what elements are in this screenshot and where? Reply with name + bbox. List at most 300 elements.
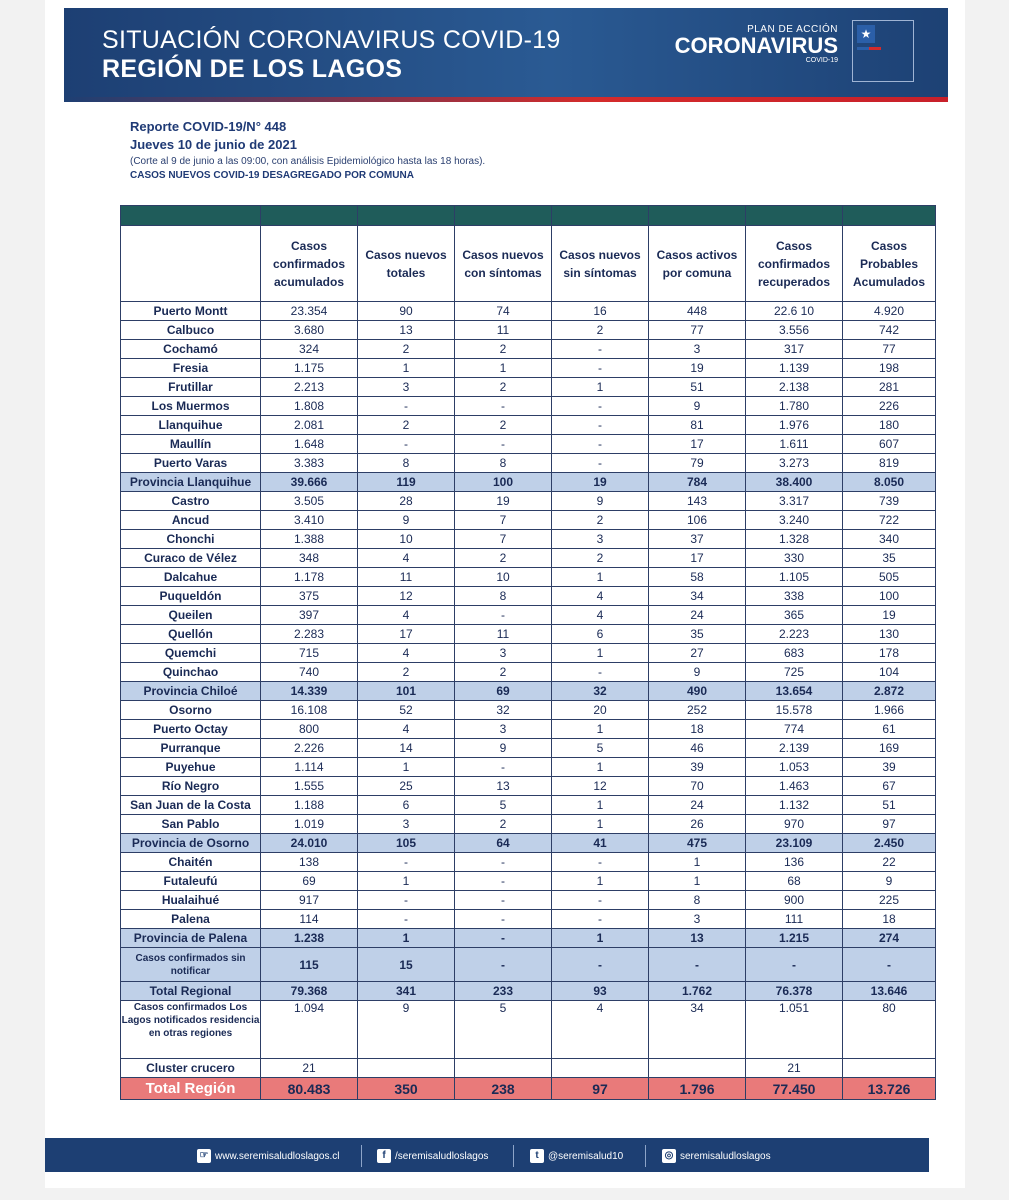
row-label: Quellón xyxy=(121,625,261,644)
table-cell: 16 xyxy=(552,302,649,321)
table-cell: 7 xyxy=(455,511,552,530)
table-row xyxy=(121,701,936,720)
table-row xyxy=(121,568,936,587)
footer-web[interactable] xyxy=(197,1149,340,1163)
table-row xyxy=(121,815,936,834)
table-cell: 39 xyxy=(649,758,746,777)
table-cell: 4 xyxy=(552,606,649,625)
table-cell xyxy=(552,1059,649,1078)
table-cell: 1.178 xyxy=(261,568,358,587)
report-header xyxy=(130,118,485,183)
top-bar-cell xyxy=(358,206,455,226)
table-cell: 93 xyxy=(552,982,649,1001)
table-row xyxy=(121,910,936,929)
table-cell: 24.010 xyxy=(261,834,358,853)
table-cell: 1.019 xyxy=(261,815,358,834)
table-cell: - xyxy=(552,948,649,982)
table-row xyxy=(121,1078,936,1100)
table-cell: 11 xyxy=(455,321,552,340)
table-cell: - xyxy=(358,891,455,910)
table-cell: 317 xyxy=(746,340,843,359)
table-cell: 2.283 xyxy=(261,625,358,644)
row-label: Provincia de Palena xyxy=(121,929,261,948)
table-cell: 338 xyxy=(746,587,843,606)
table-row xyxy=(121,777,936,796)
top-bar-cell xyxy=(843,206,936,226)
table-cell: 51 xyxy=(843,796,936,815)
table-cell: 3.383 xyxy=(261,454,358,473)
table-cell: 252 xyxy=(649,701,746,720)
table-cell: 81 xyxy=(649,416,746,435)
row-label: Llanquihue xyxy=(121,416,261,435)
table-row xyxy=(121,872,936,891)
table-cell: 143 xyxy=(649,492,746,511)
table-cell: 4 xyxy=(358,549,455,568)
table-cell: 2.138 xyxy=(746,378,843,397)
table-row xyxy=(121,796,936,815)
table-cell: 1 xyxy=(552,758,649,777)
table-cell: 105 xyxy=(358,834,455,853)
table-cell: 715 xyxy=(261,644,358,663)
row-label: Cochamó xyxy=(121,340,261,359)
table-cell: 13.654 xyxy=(746,682,843,701)
table-cell: 21 xyxy=(746,1059,843,1078)
table-cell: 46 xyxy=(649,739,746,758)
table-cell: 2 xyxy=(358,416,455,435)
table-cell: 9 xyxy=(358,511,455,530)
table-cell: 2 xyxy=(455,416,552,435)
twitter-icon: t xyxy=(530,1149,544,1163)
table-cell: 1.114 xyxy=(261,758,358,777)
top-bar-cell xyxy=(649,206,746,226)
row-label: Cluster crucero xyxy=(121,1059,261,1078)
table-cell: 1 xyxy=(552,872,649,891)
table-cell: 607 xyxy=(843,435,936,454)
table-cell: 1 xyxy=(649,872,746,891)
table-cell: 12 xyxy=(552,777,649,796)
row-label: Casos confirmados Los Lagos notificados residencia en otras regiones xyxy=(121,1001,261,1059)
table-cell: 14 xyxy=(358,739,455,758)
table-cell: 97 xyxy=(843,815,936,834)
table-cell: 58 xyxy=(649,568,746,587)
table-cell xyxy=(455,1059,552,1078)
table-cell: 1 xyxy=(552,378,649,397)
footer-bar xyxy=(45,1138,929,1172)
table-cell: 800 xyxy=(261,720,358,739)
table-cell: 61 xyxy=(843,720,936,739)
table-cell: 1.175 xyxy=(261,359,358,378)
table-row xyxy=(121,663,936,682)
table-cell: 1.555 xyxy=(261,777,358,796)
table-cell: 77 xyxy=(649,321,746,340)
table-cell: 683 xyxy=(746,644,843,663)
table-cell: 5 xyxy=(552,739,649,758)
table-cell: 4 xyxy=(358,644,455,663)
row-label: Chaitén xyxy=(121,853,261,872)
star-icon: ★ xyxy=(857,25,875,43)
table-cell: 34 xyxy=(649,587,746,606)
table-cell: 17 xyxy=(358,625,455,644)
table-cell: 324 xyxy=(261,340,358,359)
coronavirus-brand xyxy=(674,24,838,64)
table-top-bar xyxy=(121,206,936,226)
row-label: Calbuco xyxy=(121,321,261,340)
facebook-icon: f xyxy=(377,1149,391,1163)
table-cell: 1.238 xyxy=(261,929,358,948)
table-cell: 3 xyxy=(552,530,649,549)
footer-twitter[interactable] xyxy=(530,1149,623,1163)
table-cell: 1.132 xyxy=(746,796,843,815)
table-row xyxy=(121,492,936,511)
table-cell: 21 xyxy=(261,1059,358,1078)
banner-stripe xyxy=(64,97,948,102)
table-cell: 1.215 xyxy=(746,929,843,948)
table-cell: - xyxy=(358,435,455,454)
table-cell: 35 xyxy=(649,625,746,644)
government-logo xyxy=(852,20,914,82)
table-cell: 725 xyxy=(746,663,843,682)
table-row xyxy=(121,321,936,340)
table-cell: 13.646 xyxy=(843,982,936,1001)
table-row xyxy=(121,853,936,872)
table-cell: - xyxy=(455,853,552,872)
table-cell: 1.966 xyxy=(843,701,936,720)
table-cell: 1.611 xyxy=(746,435,843,454)
row-label: Futaleufú xyxy=(121,872,261,891)
table-cell: 742 xyxy=(843,321,936,340)
table-cell: 1.328 xyxy=(746,530,843,549)
table-row xyxy=(121,891,936,910)
row-label: San Pablo xyxy=(121,815,261,834)
header-corner xyxy=(121,226,261,302)
table-cell: 14.339 xyxy=(261,682,358,701)
table-row xyxy=(121,416,936,435)
table-cell: - xyxy=(358,853,455,872)
footer-divider xyxy=(645,1145,646,1167)
table-cell: 2 xyxy=(455,340,552,359)
table-cell: 17 xyxy=(649,435,746,454)
column-header: Casos nuevos totales xyxy=(358,226,455,302)
table-cell: 2.450 xyxy=(843,834,936,853)
row-label: Provincia de Osorno xyxy=(121,834,261,853)
table-cell: 23.354 xyxy=(261,302,358,321)
footer-instagram-text: seremisaludloslagos xyxy=(680,1150,771,1162)
table-cell: 8 xyxy=(455,587,552,606)
table-cell: 2.213 xyxy=(261,378,358,397)
column-header: Casos nuevos sin síntomas xyxy=(552,226,649,302)
cases-table xyxy=(120,205,936,1100)
footer-facebook[interactable] xyxy=(377,1149,488,1163)
table-row xyxy=(121,982,936,1001)
row-label: Provincia Llanquihue xyxy=(121,473,261,492)
table-cell: 115 xyxy=(261,948,358,982)
table-cell: 917 xyxy=(261,891,358,910)
table-row xyxy=(121,739,936,758)
table-cell: 2 xyxy=(552,321,649,340)
table-cell: 1.808 xyxy=(261,397,358,416)
table-cell: 3 xyxy=(649,340,746,359)
brand-name: CORONAVIRUS xyxy=(674,33,838,58)
table-cell: 4 xyxy=(358,720,455,739)
table-cell: 70 xyxy=(649,777,746,796)
table-cell: 77.450 xyxy=(746,1078,843,1100)
table-cell: 819 xyxy=(843,454,936,473)
footer-divider xyxy=(513,1145,514,1167)
table-cell: 76.378 xyxy=(746,982,843,1001)
table-cell: 10 xyxy=(455,568,552,587)
table-cell: 225 xyxy=(843,891,936,910)
row-label: Quinchao xyxy=(121,663,261,682)
table-cell: 18 xyxy=(649,720,746,739)
table-cell: 3 xyxy=(455,720,552,739)
table-cell: 330 xyxy=(746,549,843,568)
table-cell: 2.223 xyxy=(746,625,843,644)
footer-twitter-text: @seremisalud10 xyxy=(548,1150,624,1162)
table-cell: - xyxy=(455,397,552,416)
row-label: Provincia Chiloé xyxy=(121,682,261,701)
brand-plan: PLAN DE ACCIÓN xyxy=(747,24,838,35)
table-cell: 2 xyxy=(455,663,552,682)
row-label: Maullín xyxy=(121,435,261,454)
table-cell: 22 xyxy=(843,853,936,872)
table-row xyxy=(121,397,936,416)
table-cell: 19 xyxy=(455,492,552,511)
footer-web-text: www.seremisaludloslagos.cl xyxy=(215,1150,340,1162)
table-cell: 35 xyxy=(843,549,936,568)
web-icon: ☞ xyxy=(197,1149,211,1163)
table-row xyxy=(121,359,936,378)
table-cell: 2.872 xyxy=(843,682,936,701)
table-header-row xyxy=(121,226,936,302)
table-cell: 1 xyxy=(649,853,746,872)
report-subtitle: CASOS NUEVOS COVID-19 DESAGREGADO POR COMUNA xyxy=(130,170,414,181)
row-label: Frutillar xyxy=(121,378,261,397)
table-cell: - xyxy=(552,891,649,910)
table-cell: 13 xyxy=(455,777,552,796)
table-cell: - xyxy=(455,948,552,982)
table-cell: - xyxy=(455,910,552,929)
table-cell: 8 xyxy=(358,454,455,473)
table-cell: 2.139 xyxy=(746,739,843,758)
table-cell: 15 xyxy=(358,948,455,982)
table-cell: 19 xyxy=(843,606,936,625)
flag-bar-red xyxy=(869,47,881,50)
table-cell: 784 xyxy=(649,473,746,492)
table-cell: 1.188 xyxy=(261,796,358,815)
table-cell: 448 xyxy=(649,302,746,321)
table-cell: 340 xyxy=(843,530,936,549)
table-cell: 68 xyxy=(746,872,843,891)
table-cell: - xyxy=(455,872,552,891)
table-cell: 1 xyxy=(552,796,649,815)
table-cell: 9 xyxy=(649,663,746,682)
table-cell: 2 xyxy=(552,549,649,568)
table-cell: 106 xyxy=(649,511,746,530)
table-cell: 37 xyxy=(649,530,746,549)
table-cell: 38.400 xyxy=(746,473,843,492)
table-cell: 19 xyxy=(552,473,649,492)
table-cell: 64 xyxy=(455,834,552,853)
row-label: Queilen xyxy=(121,606,261,625)
table-row xyxy=(121,435,936,454)
row-label: Palena xyxy=(121,910,261,929)
table-cell: - xyxy=(455,929,552,948)
table-cell: 3.505 xyxy=(261,492,358,511)
table-cell: 104 xyxy=(843,663,936,682)
table-cell: 1 xyxy=(358,359,455,378)
table-cell: 1.051 xyxy=(746,1001,843,1059)
table-cell: 3 xyxy=(358,378,455,397)
table-cell: 3 xyxy=(455,644,552,663)
row-label: Purranque xyxy=(121,739,261,758)
table-cell: 3.680 xyxy=(261,321,358,340)
table-row xyxy=(121,587,936,606)
table-row xyxy=(121,549,936,568)
table-cell: 3.317 xyxy=(746,492,843,511)
table-cell: 80 xyxy=(843,1001,936,1059)
table-cell: 24 xyxy=(649,606,746,625)
row-label: Curaco de Vélez xyxy=(121,549,261,568)
table-cell: 39.666 xyxy=(261,473,358,492)
top-bar-cell xyxy=(261,206,358,226)
table-cell: 11 xyxy=(358,568,455,587)
table-cell: 475 xyxy=(649,834,746,853)
table-cell: 274 xyxy=(843,929,936,948)
table-cell: 1 xyxy=(552,720,649,739)
table-cell: 136 xyxy=(746,853,843,872)
table-cell: - xyxy=(552,359,649,378)
row-label: Los Muermos xyxy=(121,397,261,416)
table-cell: 101 xyxy=(358,682,455,701)
table-cell: - xyxy=(649,948,746,982)
table-cell: 1.976 xyxy=(746,416,843,435)
row-label: Puerto Octay xyxy=(121,720,261,739)
table-cell: 3.240 xyxy=(746,511,843,530)
table-cell: 281 xyxy=(843,378,936,397)
table-cell: 505 xyxy=(843,568,936,587)
table-cell: 28 xyxy=(358,492,455,511)
table-row xyxy=(121,1059,936,1078)
table-cell: 1 xyxy=(358,758,455,777)
table-cell: 51 xyxy=(649,378,746,397)
table-cell: 90 xyxy=(358,302,455,321)
table-cell: 111 xyxy=(746,910,843,929)
table-cell: 8.050 xyxy=(843,473,936,492)
table-cell: 27 xyxy=(649,644,746,663)
report-title: Reporte COVID-19/N° 448 xyxy=(130,119,287,134)
table-cell: 119 xyxy=(358,473,455,492)
row-label: San Juan de la Costa xyxy=(121,796,261,815)
table-cell: 1.388 xyxy=(261,530,358,549)
row-label: Ancud xyxy=(121,511,261,530)
table-cell: 348 xyxy=(261,549,358,568)
table-cell: 32 xyxy=(552,682,649,701)
table-cell: 1.105 xyxy=(746,568,843,587)
table-cell: 8 xyxy=(649,891,746,910)
table-cell: 341 xyxy=(358,982,455,1001)
table-cell: 2 xyxy=(455,549,552,568)
table-row xyxy=(121,302,936,321)
footer-divider xyxy=(361,1145,362,1167)
report-date: Jueves 10 de junio de 2021 xyxy=(130,137,297,152)
row-label: Casos confirmados sin notificar xyxy=(121,948,261,982)
table-cell: 13 xyxy=(649,929,746,948)
table-cell: 2 xyxy=(455,378,552,397)
table-cell: 9 xyxy=(649,397,746,416)
top-bar-cell xyxy=(455,206,552,226)
table-cell: 2 xyxy=(358,340,455,359)
row-label: Puerto Montt xyxy=(121,302,261,321)
table-cell: 7 xyxy=(455,530,552,549)
table-cell: 8 xyxy=(455,454,552,473)
banner-title xyxy=(102,26,561,84)
row-label: Total Regional xyxy=(121,982,261,1001)
row-label: Fresia xyxy=(121,359,261,378)
table-cell: 4 xyxy=(552,1001,649,1059)
table-row xyxy=(121,454,936,473)
table-cell: - xyxy=(552,454,649,473)
table-cell: 900 xyxy=(746,891,843,910)
table-cell: 130 xyxy=(843,625,936,644)
table-row xyxy=(121,625,936,644)
table-cell: 4.920 xyxy=(843,302,936,321)
table-row xyxy=(121,948,936,982)
row-label: Chonchi xyxy=(121,530,261,549)
table-cell: 20 xyxy=(552,701,649,720)
table-cell: 2 xyxy=(552,511,649,530)
table-cell: 490 xyxy=(649,682,746,701)
row-label: Castro xyxy=(121,492,261,511)
table-cell: 180 xyxy=(843,416,936,435)
row-label: Puyehue xyxy=(121,758,261,777)
row-label: Río Negro xyxy=(121,777,261,796)
table-cell: 3.556 xyxy=(746,321,843,340)
table-cell: 2.226 xyxy=(261,739,358,758)
table-cell: 69 xyxy=(261,872,358,891)
column-header: Casos nuevos con síntomas xyxy=(455,226,552,302)
top-bar-cell xyxy=(746,206,843,226)
table-cell: 2.081 xyxy=(261,416,358,435)
column-header: Casos activos por comuna xyxy=(649,226,746,302)
table-cell: 77 xyxy=(843,340,936,359)
table-cell: 722 xyxy=(843,511,936,530)
table-cell: 198 xyxy=(843,359,936,378)
banner-title-line1: SITUACIÓN CORONAVIRUS COVID-19 xyxy=(102,26,561,54)
table-row xyxy=(121,720,936,739)
table-cell: - xyxy=(552,340,649,359)
table-cell: 19 xyxy=(649,359,746,378)
table-row xyxy=(121,929,936,948)
table-cell: 80.483 xyxy=(261,1078,358,1100)
table-cell: 32 xyxy=(455,701,552,720)
table-cell: 4 xyxy=(358,606,455,625)
table-cell: 79 xyxy=(649,454,746,473)
row-label: Puerto Varas xyxy=(121,454,261,473)
table-row xyxy=(121,530,936,549)
column-header: Casos confirmados acumulados xyxy=(261,226,358,302)
table-cell: 1 xyxy=(358,872,455,891)
footer-instagram[interactable] xyxy=(662,1149,771,1163)
table-cell: 1 xyxy=(552,644,649,663)
table-cell: 226 xyxy=(843,397,936,416)
table-cell: 1.139 xyxy=(746,359,843,378)
top-bar-cell xyxy=(552,206,649,226)
table-cell: 13 xyxy=(358,321,455,340)
table-cell: 1.648 xyxy=(261,435,358,454)
table-cell: 1 xyxy=(358,929,455,948)
table-cell: - xyxy=(552,663,649,682)
table-cell: 169 xyxy=(843,739,936,758)
